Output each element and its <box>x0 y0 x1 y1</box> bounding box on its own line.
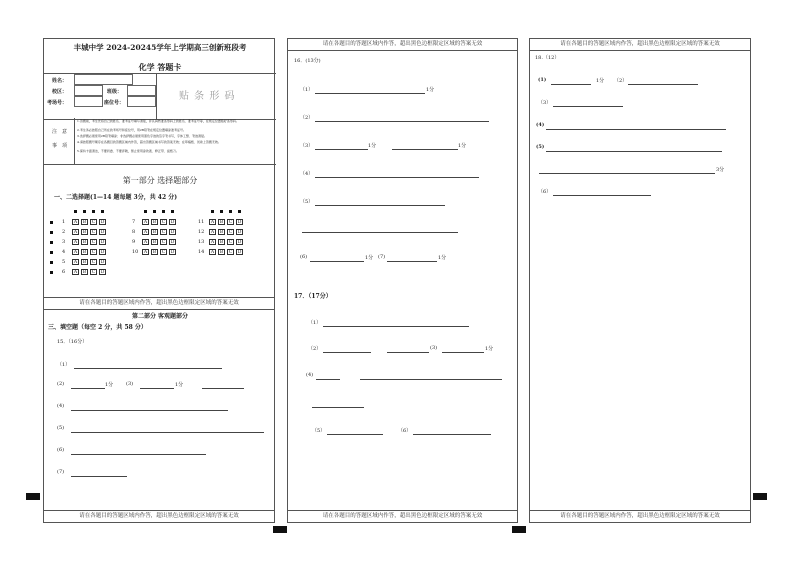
row-timing-mark <box>50 221 53 224</box>
mcq-option-b-bubble[interactable]: B <box>152 250 157 255</box>
q18-4-answer-line[interactable] <box>546 129 726 130</box>
q17-4-answer-line-a[interactable] <box>316 379 340 380</box>
q15-2-score: 1分 <box>105 382 114 388</box>
mcq-option-d-bubble[interactable]: D <box>170 250 175 255</box>
part2-title: 第二部分 客观题部分 <box>131 313 189 320</box>
q17-2-answer-line-a[interactable] <box>323 352 371 353</box>
alignment-marker-right <box>753 493 767 500</box>
q18-3-answer-line[interactable] <box>553 106 623 107</box>
mcq-option-b-bubble[interactable]: B <box>82 220 87 225</box>
mcq-option-c-bubble[interactable]: C <box>228 220 233 225</box>
mcq-option-a-bubble[interactable]: A <box>143 230 148 235</box>
timing-mark <box>162 210 165 213</box>
q16-4-answer-line[interactable] <box>315 177 479 178</box>
q16-5-answer-line[interactable] <box>315 205 445 206</box>
q16-6-score: 1分 <box>365 255 374 261</box>
answer-column-2 <box>287 38 518 523</box>
q16-2-label: （2） <box>300 115 314 121</box>
mcq-option-c-bubble[interactable]: C <box>228 240 233 245</box>
mcq-question-number: 4 <box>62 249 66 255</box>
mcq-option-b-bubble[interactable]: B <box>82 240 87 245</box>
timing-mark <box>229 210 232 213</box>
mcq-option-d-bubble[interactable]: D <box>100 230 105 235</box>
q18-5-answer-line-2[interactable] <box>539 173 715 174</box>
q17-1-answer-line[interactable] <box>323 326 469 327</box>
class-label: 班级： <box>107 89 123 95</box>
exam-title: 丰城中学 2024-20245学年上学期高三创新班段考 <box>73 43 247 52</box>
mcq-question-number: 6 <box>62 269 66 275</box>
q16-3-label: （3） <box>300 143 314 149</box>
notes-label-1: 注 意 <box>52 129 68 135</box>
mcq-option-d-bubble[interactable]: D <box>237 230 242 235</box>
notes-section <box>44 118 276 165</box>
timing-mark <box>83 210 86 213</box>
mcq-question-number: 13 <box>198 239 205 245</box>
q15-3-answer-line-b[interactable] <box>202 388 244 389</box>
q16-5-answer-line-2[interactable] <box>302 232 458 233</box>
q16-2-answer-line[interactable] <box>315 121 489 122</box>
mcq-question-number: 14 <box>198 249 205 255</box>
mcq-option-d-bubble[interactable]: D <box>100 250 105 255</box>
q17-4-answer-line-c[interactable] <box>312 407 364 408</box>
mcq-option-c-bubble[interactable]: C <box>161 250 166 255</box>
mcq-option-b-bubble[interactable]: B <box>82 230 87 235</box>
q18-4-label: (4) <box>536 122 545 128</box>
notes-label-2: 事 项 <box>52 143 68 149</box>
mcq-option-b-bubble[interactable]: B <box>82 250 87 255</box>
mcq-option-b-bubble[interactable]: B <box>219 250 224 255</box>
mcq-question-number: 2 <box>62 229 66 235</box>
exam-room-label: 考场号： <box>47 100 68 106</box>
q15-7-answer-line[interactable] <box>71 476 127 477</box>
q18-6-label: （6） <box>538 189 552 195</box>
notice-bottom-col2: 请在各题目的答题区域内作答，超出黑色边框限定区域的答案无效 <box>288 510 517 522</box>
timing-mark <box>211 210 214 213</box>
q16-1-label: （1） <box>300 87 314 93</box>
alignment-marker-left <box>26 493 40 500</box>
mcq-option-a-bubble[interactable]: A <box>210 240 215 245</box>
q15-5-answer-line[interactable] <box>71 432 264 433</box>
mcq-question-number: 9 <box>132 239 136 245</box>
mcq-option-a-bubble[interactable]: A <box>143 250 148 255</box>
q16-header: 16．(13分) <box>294 58 321 64</box>
q15-7-label: (7) <box>57 469 65 475</box>
q18-1-label: (1) <box>538 77 547 83</box>
mcq-option-a-bubble[interactable]: A <box>210 230 215 235</box>
q16-3-score-a: 1分 <box>368 143 377 149</box>
mcq-option-b-bubble[interactable]: B <box>219 230 224 235</box>
notice-mid: 请在各题目的答题区域内作答，超出黑色边框限定区域的答案无效 <box>44 297 274 310</box>
q16-1-answer-line[interactable] <box>315 93 425 94</box>
part2-section-title: 三、填空题（每空 2 分，共 58 分） <box>48 324 147 331</box>
mcq-option-c-bubble[interactable]: C <box>161 240 166 245</box>
mcq-option-c-bubble[interactable]: C <box>91 250 96 255</box>
seat-label: 座位号： <box>104 100 125 106</box>
q17-1-label: （1） <box>308 320 322 326</box>
mcq-question-number: 12 <box>198 229 205 235</box>
q16-7-answer-line[interactable] <box>387 261 437 262</box>
mcq-option-c-bubble[interactable]: C <box>161 230 166 235</box>
mcq-option-d-bubble[interactable]: D <box>100 240 105 245</box>
alignment-marker-bottom-1 <box>273 526 287 533</box>
mcq-question-number: 10 <box>132 249 139 255</box>
mcq-option-c-bubble[interactable]: C <box>91 220 96 225</box>
q17-6-label: （6） <box>398 428 412 434</box>
part1-section-title: 一、二选择题(1—14 题每题 3分，共 42 分) <box>54 194 178 201</box>
q15-1-label: （1） <box>57 362 71 368</box>
q17-5-label: （5） <box>312 428 326 434</box>
q15-3-label: (3) <box>126 381 134 387</box>
mcq-option-b-bubble[interactable]: B <box>82 270 87 275</box>
mcq-option-c-bubble[interactable]: C <box>91 260 96 265</box>
mcq-question-number: 5 <box>62 259 66 265</box>
q15-5-label: (5) <box>57 425 65 431</box>
mcq-question-number: 11 <box>198 219 205 225</box>
mcq-option-c-bubble[interactable]: C <box>91 240 96 245</box>
timing-mark <box>238 210 241 213</box>
mcq-option-b-bubble[interactable]: B <box>152 240 157 245</box>
mcq-option-d-bubble[interactable]: D <box>100 220 105 225</box>
q18-3-label: （3） <box>538 100 552 106</box>
row-timing-mark <box>50 241 53 244</box>
q16-7-score: 1分 <box>438 255 447 261</box>
q18-header: 18.（12） <box>535 55 560 61</box>
mcq-option-d-bubble[interactable]: D <box>170 230 175 235</box>
q16-4-label: （4） <box>300 171 314 177</box>
alignment-marker-bottom-2 <box>512 526 526 533</box>
timing-mark <box>144 210 147 213</box>
mcq-option-a-bubble[interactable]: A <box>210 250 215 255</box>
q16-3-answer-line-b[interactable] <box>392 149 458 150</box>
row-timing-mark <box>50 231 53 234</box>
mcq-option-d-bubble[interactable]: D <box>100 270 105 275</box>
timing-mark <box>74 210 77 213</box>
q17-3-answer-line[interactable] <box>442 352 484 353</box>
q15-4-label: (4) <box>57 403 65 409</box>
card-subtitle: 化学 答题卡 <box>138 62 182 72</box>
q17-4-label: (4) <box>306 372 314 378</box>
q15-4-answer-line[interactable] <box>71 410 228 411</box>
mcq-option-b-bubble[interactable]: B <box>219 220 224 225</box>
q18-5-score: 3分 <box>716 167 725 173</box>
q15-6-label: (6) <box>57 447 65 453</box>
mcq-option-b-bubble[interactable]: B <box>219 240 224 245</box>
row-timing-mark <box>50 271 53 274</box>
mcq-question-number: 8 <box>132 229 136 235</box>
mcq-option-a-bubble[interactable]: A <box>73 220 78 225</box>
q15-header: 15．（16分） <box>57 339 88 345</box>
timing-mark <box>92 210 95 213</box>
mcq-option-a-bubble[interactable]: A <box>73 230 78 235</box>
mcq-option-a-bubble[interactable]: A <box>73 240 78 245</box>
q17-header: 17．（17分） <box>294 293 332 300</box>
notice-top-col2: 请在各题目的答题区域内作答，超出黑色边框限定区域的答案无效 <box>288 39 517 51</box>
mcq-option-a-bubble[interactable]: A <box>73 250 78 255</box>
mcq-option-b-bubble[interactable]: B <box>82 260 87 265</box>
mcq-question-number: 1 <box>62 219 66 225</box>
q16-5-label: （5） <box>300 199 314 205</box>
timing-mark <box>153 210 156 213</box>
mcq-option-d-bubble[interactable]: D <box>237 250 242 255</box>
mcq-grid <box>44 203 276 283</box>
q17-2-label: （2） <box>308 346 322 352</box>
q16-6-answer-line[interactable] <box>310 261 364 262</box>
q18-2-answer-line[interactable] <box>628 84 698 85</box>
q17-6-answer-line[interactable] <box>413 434 491 435</box>
notice-bottom-col3: 请在各题目的答题区域内作答，超出黑色边框限定区域的答案无效 <box>530 510 750 522</box>
q18-1-score: 1分 <box>596 78 605 84</box>
q15-1-answer-line[interactable] <box>74 368 222 369</box>
name-label: 姓名： <box>52 78 68 84</box>
part1-title: 第一部分 选择题部分 <box>122 176 198 185</box>
mcq-option-d-bubble[interactable]: D <box>100 260 105 265</box>
answer-column-3 <box>529 38 751 523</box>
timing-mark <box>220 210 223 213</box>
timing-mark <box>171 210 174 213</box>
q16-6-label: (6) <box>300 254 308 260</box>
q15-2-answer-line[interactable] <box>71 388 105 389</box>
q16-3-answer-line-a[interactable] <box>315 149 368 150</box>
mcq-option-c-bubble[interactable]: C <box>91 230 96 235</box>
mcq-question-number: 3 <box>62 239 66 245</box>
note-5: 5.保持卡面清洁，不要折叠、不要弄破，禁止使用涂改液、修正带、刮纸刀。 <box>77 149 179 153</box>
q15-3-score: 1分 <box>175 382 184 388</box>
q16-3-score-b: 1分 <box>458 143 467 149</box>
mcq-option-c-bubble[interactable]: C <box>228 230 233 235</box>
mcq-option-a-bubble[interactable]: A <box>73 260 78 265</box>
mcq-option-c-bubble[interactable]: C <box>91 270 96 275</box>
mcq-option-c-bubble[interactable]: C <box>228 250 233 255</box>
mcq-option-d-bubble[interactable]: D <box>170 220 175 225</box>
mcq-option-b-bubble[interactable]: B <box>152 230 157 235</box>
mcq-option-d-bubble[interactable]: D <box>237 240 242 245</box>
q18-5-label: (5) <box>536 144 545 150</box>
q15-6-answer-line[interactable] <box>71 454 206 455</box>
note-3: 3.选择题必须使用2B铅笔填涂；非选择题必须使用黑色字迹的签字笔书写，字体工整、笔迹清楚。 <box>77 134 207 138</box>
note-4: 4.请按照题号顺序在各题目的答题区域内作答，超出答题区域书写的答案无效；在草稿纸、试卷上答题无效。 <box>77 140 221 144</box>
q17-3-label: (3) <box>430 345 438 351</box>
q18-1-answer-line[interactable] <box>551 84 591 85</box>
school-label: 校区： <box>52 89 68 95</box>
q17-3-score: 1分 <box>485 346 494 352</box>
q17-4-answer-line-b[interactable] <box>360 379 502 380</box>
note-2: 2.考生务必按照自己所在的考场号和座位号，用2B铅笔在规定位置填涂准考证号。 <box>77 128 186 132</box>
mcq-option-d-bubble[interactable]: D <box>237 220 242 225</box>
mcq-question-number: 7 <box>132 219 136 225</box>
mcq-option-a-bubble[interactable]: A <box>143 240 148 245</box>
q18-6-answer-line[interactable] <box>553 195 651 196</box>
mcq-option-a-bubble[interactable]: A <box>143 220 148 225</box>
q18-5-answer-line[interactable] <box>546 151 722 152</box>
note-1: 1.答题前，考生先将自己的姓名、准考证号填写清楚，并认真核准条形码上的姓名、准考证号等，在规定位置贴好条形码。 <box>77 119 239 123</box>
q17-5-answer-line[interactable] <box>327 434 383 435</box>
answer-column-1 <box>43 38 275 523</box>
mcq-option-d-bubble[interactable]: D <box>170 240 175 245</box>
mcq-option-c-bubble[interactable]: C <box>161 220 166 225</box>
q17-2-answer-line-b[interactable] <box>387 352 429 353</box>
q16-7-label: (7) <box>378 254 386 260</box>
q15-3-answer-line-a[interactable] <box>140 388 174 389</box>
q15-2-label: (2) <box>57 381 65 387</box>
q18-2-label: （2） <box>614 78 628 84</box>
row-timing-mark <box>50 261 53 264</box>
row-timing-mark <box>50 251 53 254</box>
student-info-grid <box>44 73 276 120</box>
q16-1-score: 1分 <box>426 87 435 93</box>
barcode-area-label: 贴 条 形 码 <box>179 91 236 102</box>
timing-mark <box>101 210 104 213</box>
mcq-option-a-bubble[interactable]: A <box>73 270 78 275</box>
mcq-option-b-bubble[interactable]: B <box>152 220 157 225</box>
notice-top-col3: 请在各题目的答题区域内作答，超出黑色边框限定区域的答案无效 <box>530 39 750 51</box>
notice-bottom-col1: 请在各题目的答题区域内作答，超出黑色边框限定区域的答案无效 <box>44 510 274 522</box>
mcq-option-a-bubble[interactable]: A <box>210 220 215 225</box>
